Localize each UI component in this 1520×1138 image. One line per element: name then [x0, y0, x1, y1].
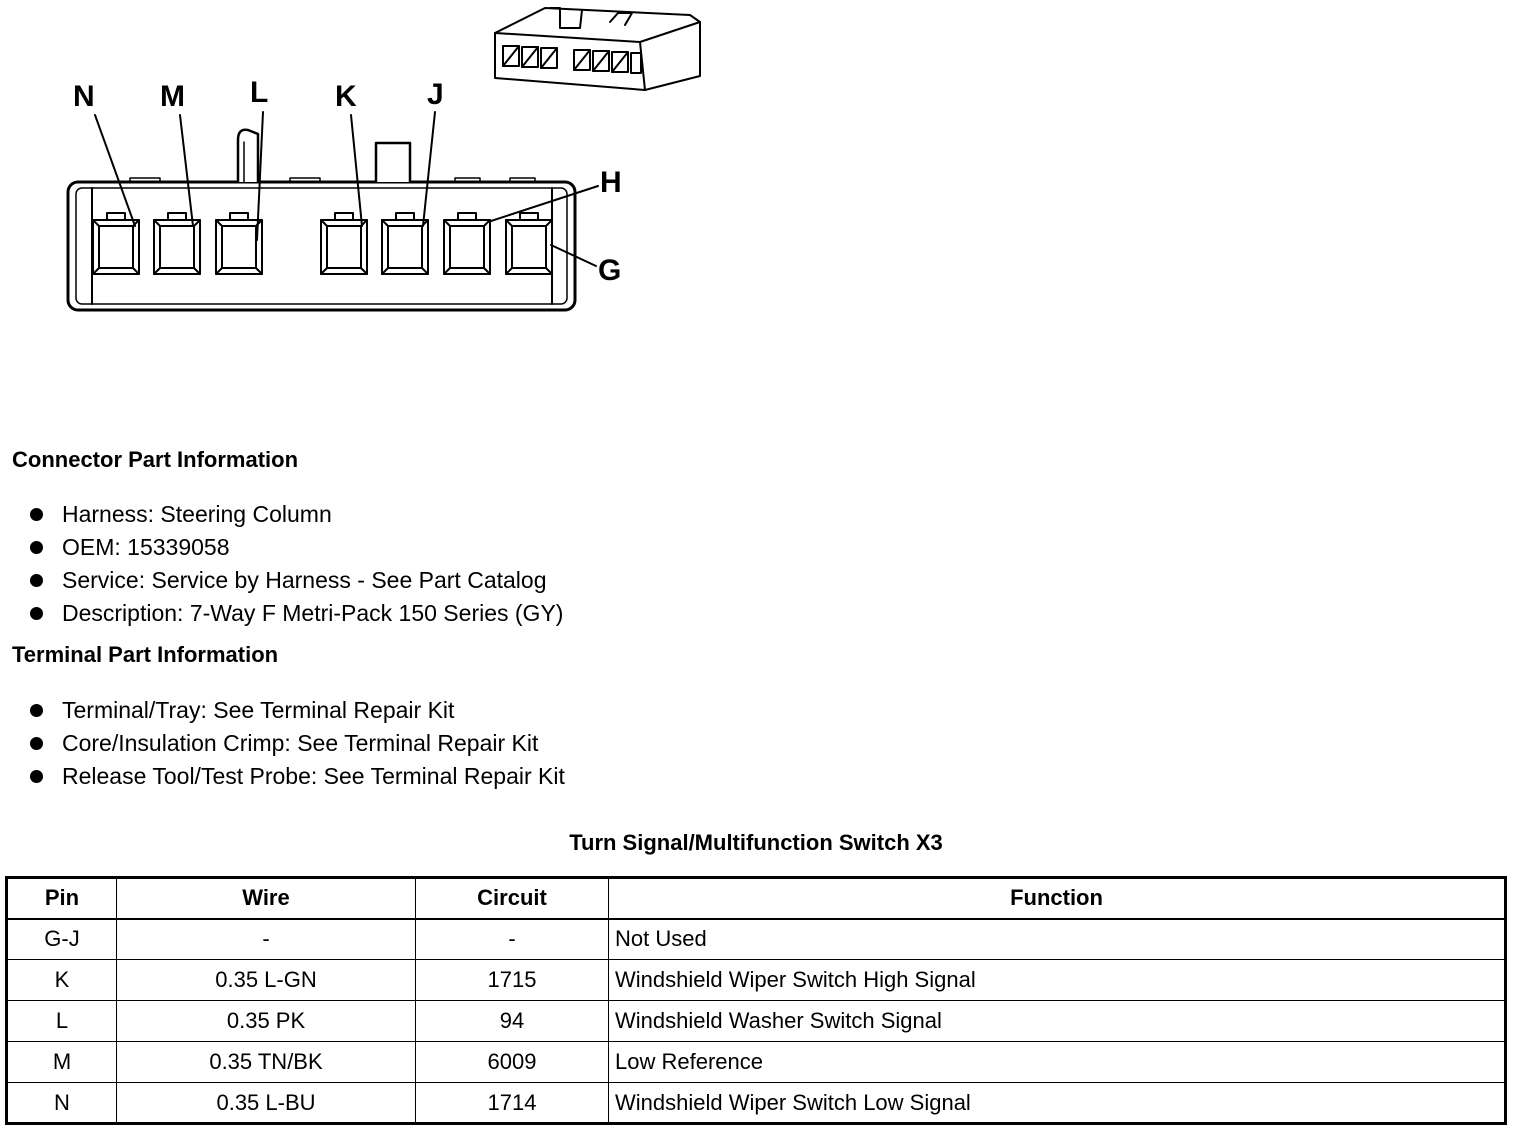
cell-function: Windshield Washer Switch Signal — [609, 1001, 1506, 1042]
column-header-pin: Pin — [7, 878, 117, 919]
cell-circuit: 1714 — [416, 1083, 609, 1124]
list-item — [28, 694, 565, 727]
list-item — [28, 531, 563, 564]
cell-pin: N — [7, 1083, 117, 1124]
cell-circuit: 1715 — [416, 960, 609, 1001]
bullet-icon — [30, 607, 43, 620]
bullet-icon — [30, 574, 43, 587]
cell-wire: 0.35 L-GN — [117, 960, 416, 1001]
pin-label-l: L — [250, 76, 269, 109]
list-item — [28, 597, 563, 630]
list-item-text: OEM: 15339058 — [62, 534, 230, 560]
cell-wire: - — [117, 919, 416, 960]
list-item — [28, 727, 565, 760]
table-header-row — [7, 878, 1506, 919]
list-item-text: Description: 7-Way F Metri-Pack 150 Series (GY) — [62, 600, 564, 626]
cavity-n — [93, 213, 139, 274]
cell-function: Not Used — [609, 919, 1506, 960]
column-header-circuit: Circuit — [416, 878, 609, 919]
bullet-icon — [30, 770, 43, 783]
pin-label-k: K — [335, 80, 357, 113]
cell-wire: 0.35 TN/BK — [117, 1042, 416, 1083]
cell-function: Windshield Wiper Switch Low Signal — [609, 1083, 1506, 1124]
cell-pin: K — [7, 960, 117, 1001]
list-item-text: Core/Insulation Crimp: See Terminal Repair Kit — [62, 730, 539, 756]
terminal-info-heading: Terminal Part Information — [12, 642, 279, 667]
bullet-icon — [30, 704, 43, 717]
table-row — [7, 1042, 1506, 1083]
table-row — [7, 919, 1506, 960]
list-item-text: Release Tool/Test Probe: See Terminal Repair Kit — [62, 763, 565, 789]
cell-function: Low Reference — [609, 1042, 1506, 1083]
list-item-text: Service: Service by Harness - See Part Catalog — [62, 567, 547, 593]
cavity-l — [216, 213, 262, 274]
table-title: Turn Signal/Multifunction Switch X3 — [569, 830, 943, 855]
bullet-icon — [30, 508, 43, 521]
column-header-wire: Wire — [117, 878, 416, 919]
connector-perspective-view — [495, 8, 700, 90]
cavity-k — [321, 213, 367, 274]
cell-wire: 0.35 L-BU — [117, 1083, 416, 1124]
cavity-g — [506, 213, 552, 274]
table-row — [7, 1083, 1506, 1124]
pin-label-j: J — [427, 78, 444, 111]
cell-circuit: 94 — [416, 1001, 609, 1042]
list-item — [28, 564, 563, 597]
cell-wire: 0.35 PK — [117, 1001, 416, 1042]
cell-pin: M — [7, 1042, 117, 1083]
cell-function: Windshield Wiper Switch High Signal — [609, 960, 1506, 1001]
cell-circuit: 6009 — [416, 1042, 609, 1083]
bullet-icon — [30, 737, 43, 750]
table-row — [7, 960, 1506, 1001]
pin-label-n: N — [73, 80, 95, 113]
connector-diagram — [0, 0, 760, 400]
cell-circuit: - — [416, 919, 609, 960]
cell-pin: G-J — [7, 919, 117, 960]
pin-label-m: M — [160, 80, 185, 113]
list-item-text: Terminal/Tray: See Terminal Repair Kit — [62, 697, 455, 723]
bullet-icon — [30, 541, 43, 554]
connector-info-heading: Connector Part Information — [12, 447, 299, 472]
list-item-text: Harness: Steering Column — [62, 501, 332, 527]
pin-label-h: H — [600, 166, 622, 199]
column-header-function: Function — [609, 878, 1506, 919]
pin-label-g: G — [598, 254, 622, 287]
terminal-cavities — [93, 213, 552, 274]
cavity-h — [444, 213, 490, 274]
terminal-info-list — [28, 694, 565, 793]
list-item — [28, 498, 563, 531]
list-item — [28, 760, 565, 793]
table-row — [7, 1001, 1506, 1042]
connector-info-list — [28, 498, 563, 630]
cavity-j — [382, 213, 428, 274]
pinout-table — [5, 876, 1507, 1125]
cell-pin: L — [7, 1001, 117, 1042]
